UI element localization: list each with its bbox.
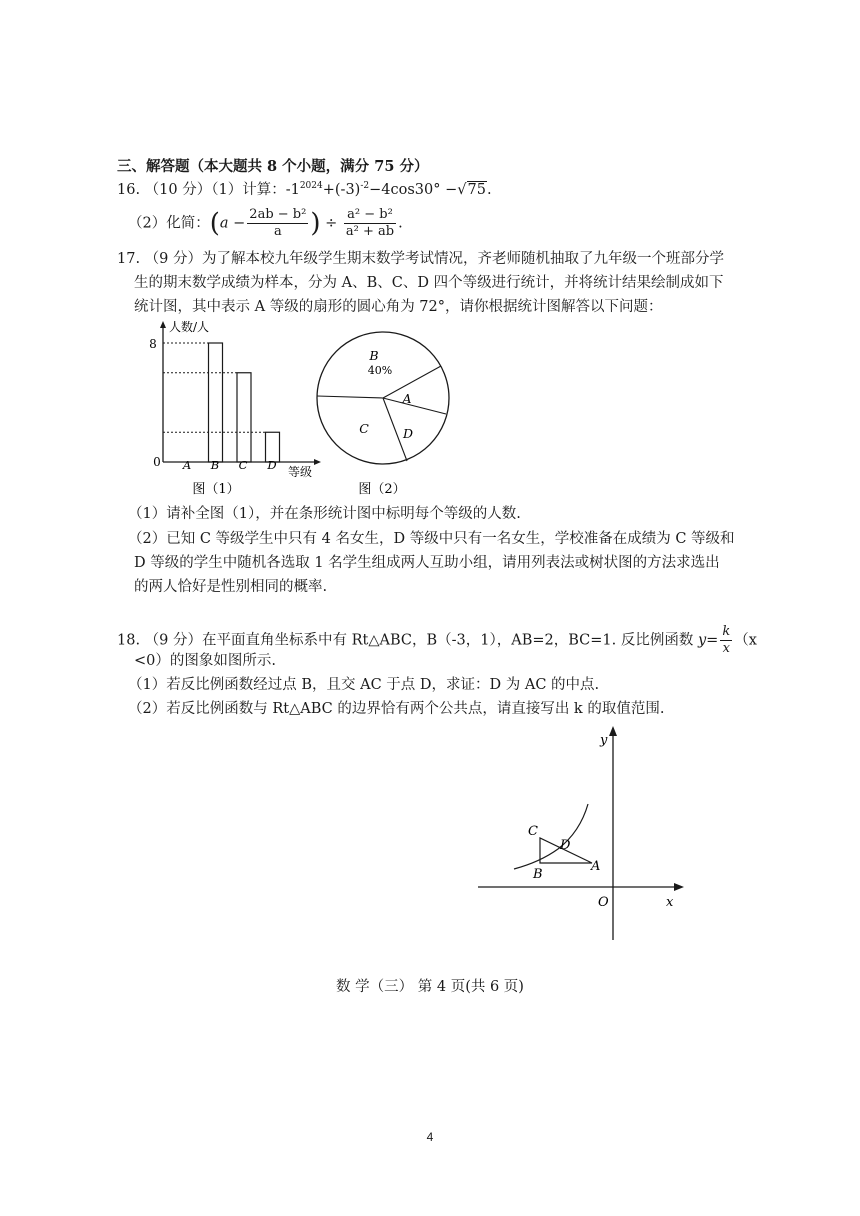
q16-divide: ÷ bbox=[325, 215, 338, 232]
graph-label-A: A bbox=[591, 859, 601, 874]
q18-line1-text: 18. （9 分）在平面直角坐标系中有 Rt△ABC，B（-3，1），AB=2，BC=1. 反比例函数 bbox=[117, 632, 694, 649]
q16-f1-numerator: 2ab − b² bbox=[249, 207, 307, 222]
pie-label-A: A bbox=[402, 391, 412, 406]
q18-line2: <0）的图象如图所示. bbox=[134, 653, 276, 669]
q16-f2-numerator: a² − b² bbox=[344, 207, 396, 224]
graph-label-x: x bbox=[666, 895, 674, 910]
fig2-caption: 图（2） bbox=[358, 482, 406, 497]
coordinate-graph bbox=[470, 722, 690, 947]
q17-sub2-line1: （2）已知 C 等级学生中只有 4 名女生，D 等级中只有一名女生，学校准备在成绩为 C 等级和 bbox=[128, 531, 735, 547]
hyperbola-curve bbox=[514, 804, 588, 869]
q16-part2: （2）化简：(a − $\frac{\text{2ab − b²}}{a}$ ) ÷ $\frac{\text{a² − b²}}{\text{a² + ab}}$ . bbox=[128, 207, 403, 239]
graph-x-arrow bbox=[674, 883, 684, 891]
q16-sqrt-value: 75 bbox=[467, 182, 486, 198]
graph-label-y: y bbox=[600, 733, 608, 748]
q16-f1-denominator: a bbox=[273, 224, 282, 239]
q16-exp-2024: 2024 bbox=[299, 181, 323, 192]
q16-part1: 16. （10 分）（1）计算：$-1^{2024}+(-3)^{-2}-4\cos 30^\circ -√75$. bbox=[117, 181, 492, 198]
graph-label-O: O bbox=[598, 895, 609, 910]
q16-p2-label: （2）化简： bbox=[128, 215, 210, 232]
q16-p2-end: . bbox=[398, 215, 403, 232]
pie-label-B-pct: 40% bbox=[367, 364, 393, 377]
bar-cat-C: C bbox=[238, 458, 248, 472]
pie-line-AD bbox=[383, 398, 446, 414]
q16-f2-denominator: a² + ab bbox=[345, 224, 395, 239]
q17-line3: 统计图，其中表示 A 等级的扇形的圆心角为 72°，请你根据统计图解答以下问题： bbox=[134, 299, 663, 315]
q16-end: . bbox=[486, 182, 492, 198]
bar-x-label: 等级 bbox=[288, 465, 313, 479]
graph-label-C: C bbox=[528, 824, 538, 839]
q18-y-eq: y= bbox=[697, 632, 719, 649]
bar-C bbox=[237, 373, 251, 462]
q18-k: k bbox=[722, 624, 731, 639]
section-title: 三、解答题（本大题共 8 个小题，满分 75 分） bbox=[117, 158, 429, 175]
bar-cat-B: B bbox=[210, 458, 220, 472]
q16-part-a: +(-3) bbox=[322, 182, 361, 198]
q16-part-b: −4cos30° − bbox=[369, 182, 458, 198]
q18-cond: （x bbox=[734, 632, 757, 649]
pie-label-B: B bbox=[369, 348, 379, 363]
q17-line2: 生的期末数学成绩为样本，分为 A、B、C、D 四个等级进行统计，并将统计结果绘制成如下 bbox=[134, 275, 724, 291]
q18-sub2: （2）若反比例函数与 Rt△ABC 的边界恰有两个公共点，请直接写出 k 的取值范围. bbox=[128, 701, 665, 717]
bar-B bbox=[209, 343, 223, 462]
page-footer: 数 学（三） 第 4 页(共 6 页) bbox=[336, 979, 524, 995]
bar-tick-8: 8 bbox=[149, 337, 157, 351]
page-number: 4 bbox=[426, 1130, 434, 1144]
pie-chart bbox=[312, 318, 462, 500]
q18-x: x bbox=[722, 641, 730, 656]
q17-line1: 17. （9 分）为了解本校九年级学生期末数学考试情况，齐老师随机抽取了九年级一个班部分学 bbox=[117, 251, 724, 267]
fig1-caption: 图（1） bbox=[192, 482, 240, 497]
pie-label-D: D bbox=[402, 426, 414, 441]
bar-y-label: 人数/人 bbox=[169, 320, 210, 334]
graph-label-D: D bbox=[560, 838, 571, 853]
q17-sub2-line2: D 等级的学生中随机各选取 1 名学生组成两人互助小组，请用列表法或树状图的方法求选出 bbox=[134, 555, 720, 571]
q18-fraction bbox=[720, 624, 732, 657]
bar-cat-A: A bbox=[182, 458, 192, 472]
bar-y-arrow bbox=[160, 321, 166, 328]
q16-head: 16. （10 分）（1）计算：-1 bbox=[117, 182, 300, 198]
q16-fraction2 bbox=[344, 207, 396, 240]
pie-line-CB bbox=[317, 396, 383, 398]
bar-tick-0: 0 bbox=[153, 455, 161, 469]
bar-chart bbox=[140, 318, 330, 500]
q17-sub1: （1）请补全图（1），并在条形统计图中标明每个等级的人数. bbox=[128, 506, 521, 522]
q16-fraction1 bbox=[247, 207, 308, 240]
q17-sub2-line3: 的两人恰好是性别相同的概率. bbox=[134, 579, 328, 595]
graph-label-B: B bbox=[533, 867, 543, 882]
bar-cat-D: D bbox=[267, 458, 277, 472]
graph-y-arrow bbox=[609, 726, 617, 736]
q16-a-minus: a − bbox=[219, 215, 246, 232]
q18-sub1: （1）若反比例函数经过点 B，且交 AC 于点 D，求证：D 为 AC 的中点. bbox=[128, 677, 600, 693]
q16-exp-neg2: -2 bbox=[360, 181, 370, 192]
pie-label-C: C bbox=[359, 421, 369, 436]
